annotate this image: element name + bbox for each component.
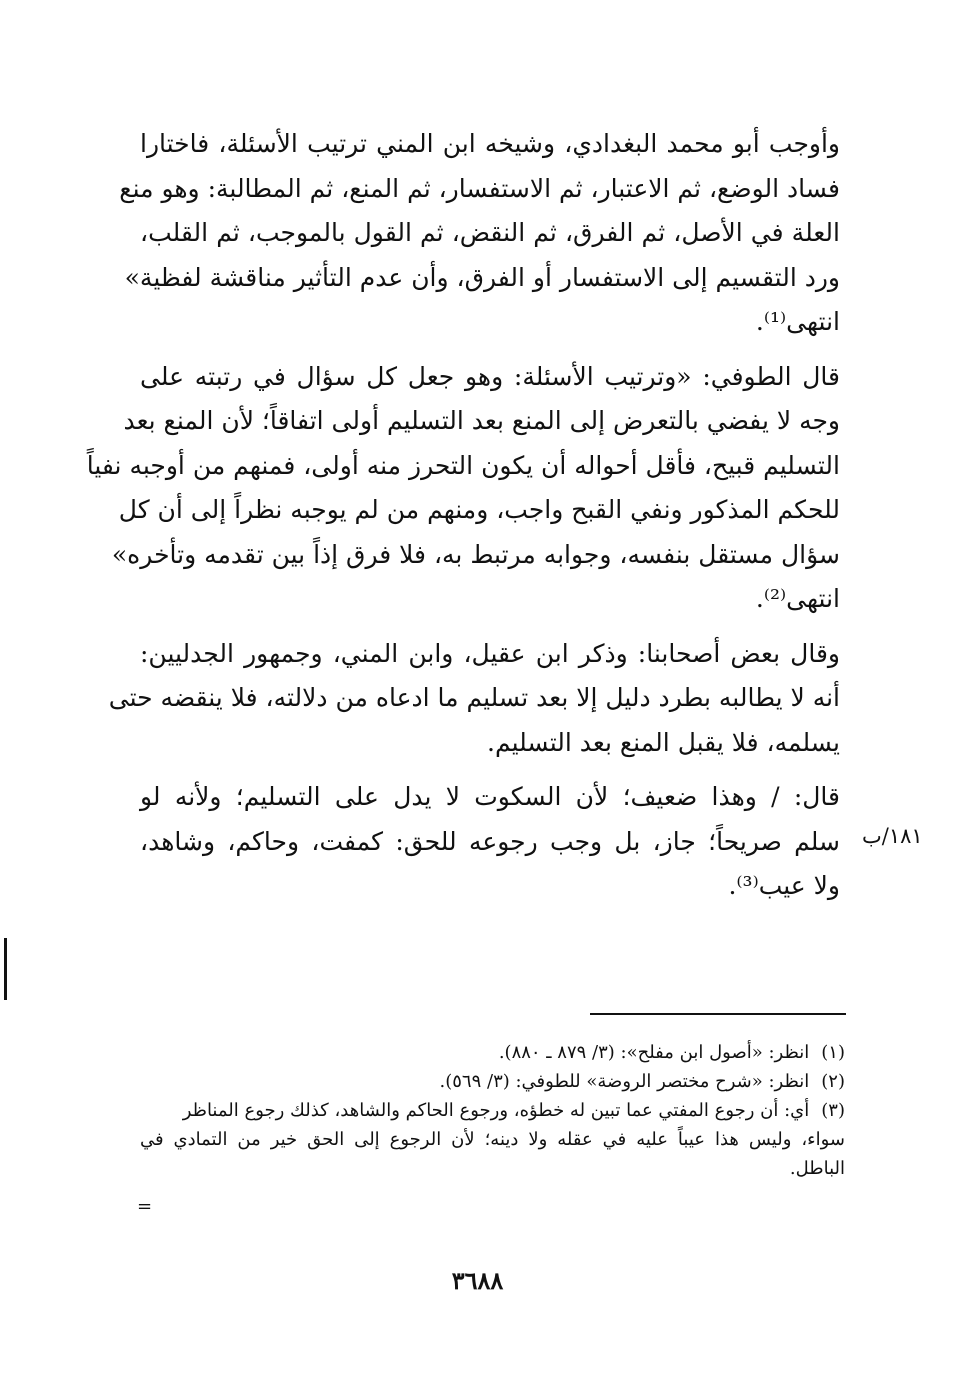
continuation-mark: = [137, 1196, 153, 1217]
text-line: وجه لا يفضي بالتعرض إلى المنع بعد التسليم أولى اتفاقاً؛ لأن المنع بعد [123, 406, 840, 435]
footnote-3 [140, 1096, 845, 1183]
text-line: فساد الوضع، ثم الاعتبار، ثم الاستفسار، ثم المنع، ثم المطالبة: وهو منع [119, 173, 840, 203]
scan-edge-mark [4, 938, 7, 1000]
text-line: أنه لا يطالبه بطرد دليل إلا بعد تسليم ما ادعاه من دلالته، فلا ينقضه حتى [108, 683, 840, 712]
text-line: انتهى⁽¹⁾. [755, 307, 840, 336]
footnote-text: انظر: «أصول ابن مفلح»: (٣/ ٨٧٩ ـ ٨٨٠). [498, 1042, 810, 1063]
text-line: سؤال مستقل بنفسه، وجوابه مرتبط به، فلا فرق إذاً بين تقدمه وتأخره» [111, 539, 840, 569]
footnote-text: الباطل. [789, 1158, 845, 1179]
paragraph-2 [86, 355, 840, 622]
text-line: ورد التقسيم إلى الاستفسار أو الفرق، وأن عدم التأثير مناقشة لفظية» [124, 262, 840, 292]
footnote-text: سواء، وليس هذا عيباً عليه في عقله ولا دينه؛ لأن الرجوع إلى الحق خير من التمادي في [140, 1129, 845, 1150]
text-line: سلم صريحاً؛ جاز، بل وجب رجوعه للحق: كمفت، وحاكم، وشاهد، [140, 826, 840, 856]
paragraph-3 [108, 632, 840, 766]
footnotes [140, 1038, 845, 1183]
footnote-separator [590, 1013, 846, 1015]
page-number: ٣٦٨٨ [451, 1266, 504, 1295]
text-line: قال الطوفي: «وترتيب الأسئلة: وهو جعل كل سؤال في رتبته على [140, 361, 840, 391]
text-line: ولا عيب⁽³⁾. [728, 871, 840, 900]
main-text [86, 122, 840, 919]
text-line: وقال بعض أصحابنا: وذكر ابن عقيل، وابن المني، وجمهور الجدليين: [140, 638, 840, 668]
footnote-text: أي: أن رجوع المفتي عما تبين له خطؤه، ورجوع الحاكم والشاهد، كذلك رجوع المناظر [182, 1100, 810, 1121]
footnote-number: (٢) [821, 1071, 845, 1092]
footnote-1 [140, 1038, 845, 1067]
text-line: وأوجب أبو محمد البغدادي، وشيخه ابن المني ترتيب الأسئلة، فاختارا [140, 129, 840, 158]
margin-folio-note: ١٨١/ب [862, 824, 923, 848]
text-line: قال: / وهذا ضعيف؛ لأن السكوت لا يدل على التسليم؛ ولأنه لو [140, 782, 840, 811]
text-line: يسلمه، فلا يقبل المنع بعد التسليم. [487, 727, 840, 757]
footnote-number: (١) [821, 1042, 845, 1063]
footnote-text: انظر: «شرح مختصر الروضة» للطوفي: (٣/ ٥٦٩). [439, 1071, 810, 1092]
text-line: التسليم قبيح، فأقل أحواله أن يكون التحرز منه أولى، فمنهم من أوجبه نفياً [86, 450, 840, 480]
paragraph-1 [119, 122, 840, 345]
text-line: للحكم المذكور ونفي القبح واجب، ومنهم من لم يوجبه نظراً إلى أن كل [118, 495, 840, 524]
footnote-2 [140, 1067, 845, 1096]
footnote-number: (٣) [821, 1100, 845, 1121]
paragraph-4 [140, 775, 840, 909]
text-line: انتهى⁽²⁾. [755, 584, 840, 613]
text-line: العلة في الأصل، ثم الفرق، ثم النقض، ثم القول بالموجب، ثم القلب، [140, 218, 840, 247]
